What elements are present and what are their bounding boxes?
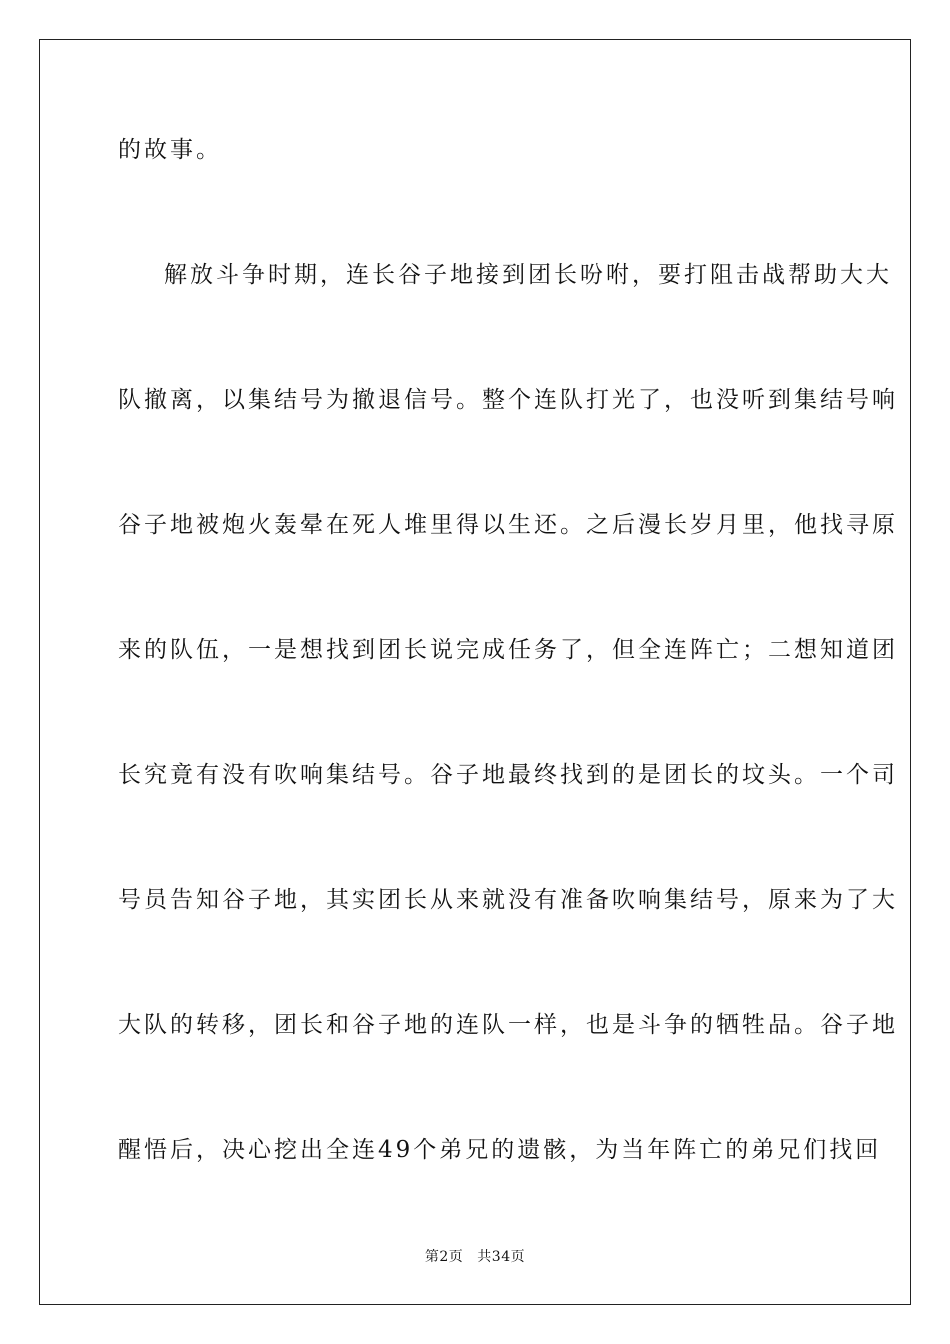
text-line: 号员告知谷子地，其实团长从来就没有准备吹响集结号，原来为了大 — [118, 887, 898, 913]
text-line: 长究竟有没有吹响集结号。谷子地最终找到的是团长的坟头。一个司 — [118, 762, 898, 788]
page-number: 第2页 — [424, 1249, 464, 1265]
page-total: 共34页 — [477, 1249, 526, 1265]
paragraph-first-line: 解放斗争时期，连长谷子地接到团长吩咐，要打阻击战帮助大大 — [164, 262, 892, 288]
text-line: 来的队伍，一是想找到团长说完成任务了，但全连阵亡；二想知道团 — [118, 637, 898, 663]
text-line: 醒悟后，决心挖出全连49个弟兄的遗骸，为当年阵亡的弟兄们找回 — [118, 1137, 882, 1163]
text-line: 队撤离，以集结号为撤退信号。整个连队打光了，也没听到集结号响 — [118, 387, 898, 413]
page-border — [39, 39, 911, 1305]
page-footer — [0, 1248, 950, 1266]
text-line: 大队的转移，团长和谷子地的连队一样，也是斗争的牺牲品。谷子地 — [118, 1012, 898, 1038]
text-line: 谷子地被炮火轰晕在死人堆里得以生还。之后漫长岁月里，他找寻原 — [118, 512, 898, 538]
text-line: 的故事。 — [118, 137, 222, 163]
